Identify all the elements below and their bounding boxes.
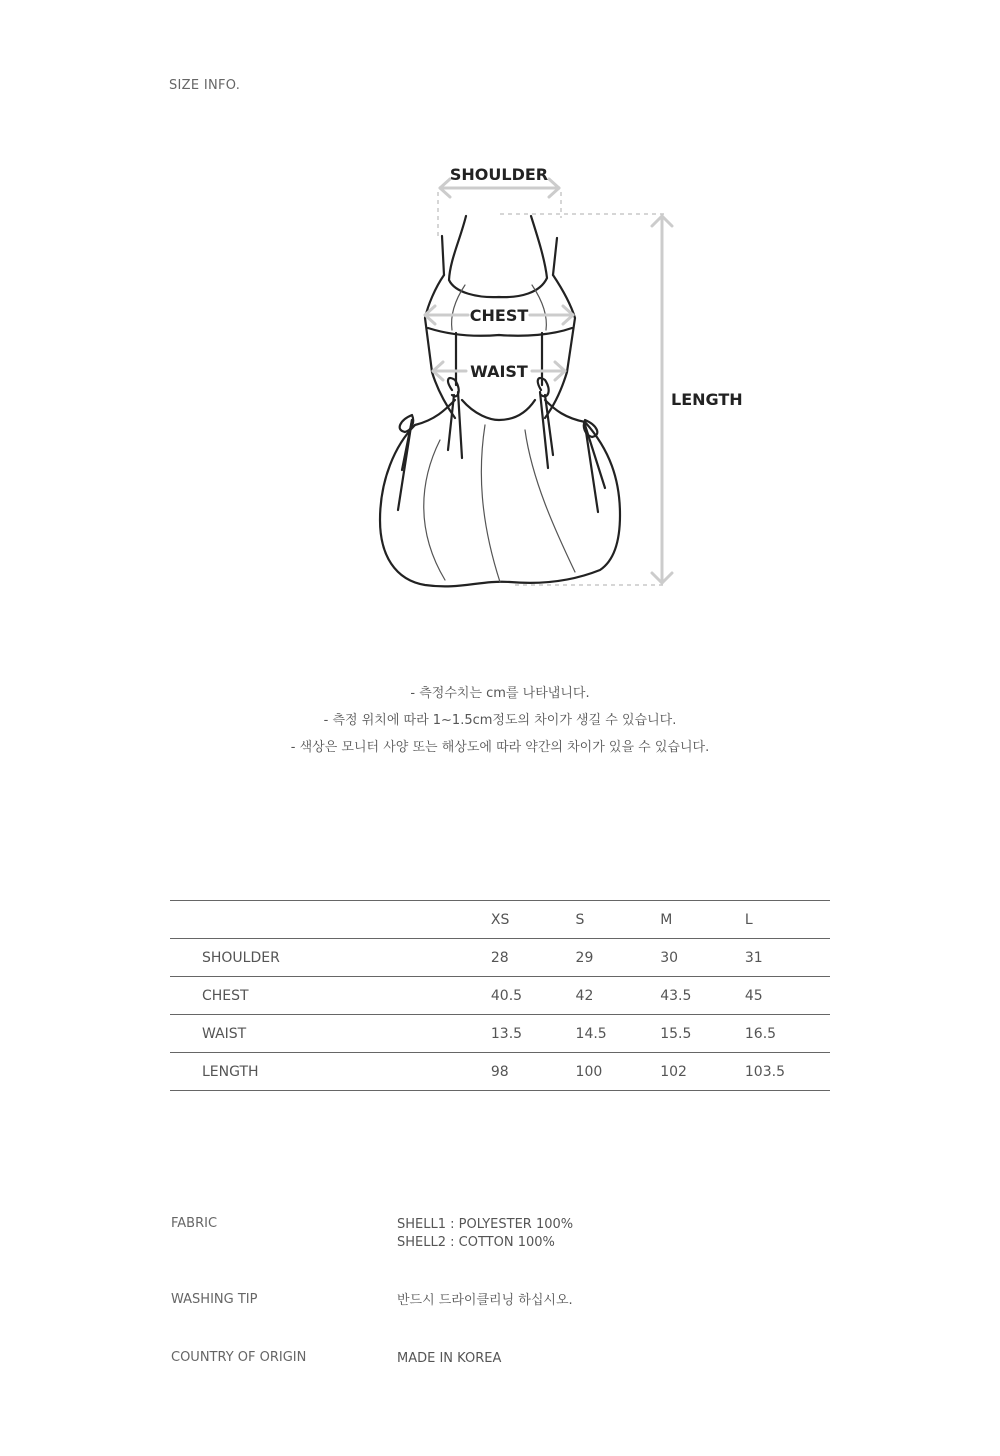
size-header-s: S xyxy=(576,901,661,939)
table-cell: 102 xyxy=(660,1053,745,1091)
table-cell: 15.5 xyxy=(660,1015,745,1053)
fabric-line: SHELL1 : POLYESTER 100% xyxy=(397,1217,574,1232)
length-label: LENGTH xyxy=(671,390,743,409)
table-cell: 31 xyxy=(745,939,830,977)
measurement-notes xyxy=(0,680,1000,761)
table-header-row xyxy=(170,901,830,939)
table-cell: 43.5 xyxy=(660,977,745,1015)
table-cell: 98 xyxy=(491,1053,576,1091)
table-cell: 40.5 xyxy=(491,977,576,1015)
origin-label: COUNTRY OF ORIGIN xyxy=(171,1350,307,1365)
table-cell: 42 xyxy=(576,977,661,1015)
table-cell: 103.5 xyxy=(745,1053,830,1091)
size-header-m: M xyxy=(660,901,745,939)
dress-outline xyxy=(380,216,620,586)
table-cell: 100 xyxy=(576,1053,661,1091)
washing-tip-value: 반드시 드라이클리닝 하십시오. xyxy=(397,1293,573,1308)
table-cell: 16.5 xyxy=(745,1015,830,1053)
size-header-l: L xyxy=(745,901,830,939)
chest-label: CHEST xyxy=(469,306,529,325)
table-cell: 30 xyxy=(660,939,745,977)
row-label: CHEST xyxy=(170,977,491,1015)
fabric-value xyxy=(397,1216,573,1252)
size-header-xs: XS xyxy=(491,901,576,939)
note-line: - 측정 위치에 따라 1~1.5cm정도의 차이가 생길 수 있습니다. xyxy=(323,713,677,728)
table-cell: 28 xyxy=(491,939,576,977)
measurement-arrows xyxy=(425,179,672,583)
measurement-guides xyxy=(438,192,664,585)
origin-value: MADE IN KOREA xyxy=(397,1351,502,1366)
row-label: WAIST xyxy=(170,1015,491,1053)
table-row xyxy=(170,939,830,977)
washing-tip-label: WASHING TIP xyxy=(171,1292,258,1307)
dress-folds xyxy=(424,285,575,582)
row-label: LENGTH xyxy=(170,1053,491,1091)
table-cell: 13.5 xyxy=(491,1015,576,1053)
table-row xyxy=(170,977,830,1015)
table-row xyxy=(170,1053,830,1091)
table-cell: 14.5 xyxy=(576,1015,661,1053)
shoulder-label: SHOULDER xyxy=(449,165,549,184)
fabric-label: FABRIC xyxy=(171,1216,218,1231)
table-corner xyxy=(170,901,491,939)
table-cell: 29 xyxy=(576,939,661,977)
row-label: SHOULDER xyxy=(170,939,491,977)
section-title: SIZE INFO. xyxy=(169,78,241,93)
table-cell: 45 xyxy=(745,977,830,1015)
note-line: - 색상은 모니터 사양 또는 해상도에 따라 약간의 차이가 있을 수 있습니다. xyxy=(290,740,710,755)
size-table xyxy=(170,900,830,1091)
dress-measurement-diagram xyxy=(0,0,1000,640)
fabric-line: SHELL2 : COTTON 100% xyxy=(397,1235,555,1250)
note-line: - 측정수치는 cm를 나타냅니다. xyxy=(410,686,590,701)
waist-label: WAIST xyxy=(470,362,528,381)
table-row xyxy=(170,1015,830,1053)
